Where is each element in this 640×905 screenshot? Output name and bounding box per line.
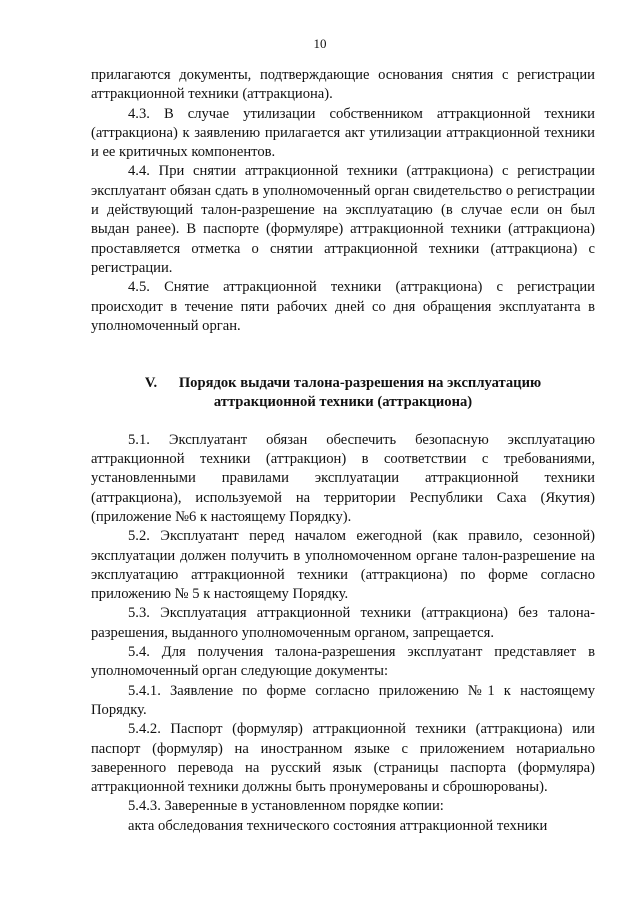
paragraph-5-4: 5.4. Для получения талона-разрешения эксплуатант представляет в уполномоченный орган следующие документы: — [91, 644, 595, 680]
paragraph-4-3: 4.3. В случае утилизации собственником аттракционной техники (аттракциона) к заявлению прилагается акт утилизации аттракционной техники и ее критичных компонентов. — [91, 105, 595, 161]
section-heading — [91, 374, 595, 413]
paragraph-4-5: 4.5. Снятие аттракционной техники (аттракциона) с регистрации происходит в течение пяти рабочих дней со дня обращения эксплуатанта в уполномоченный орган. — [91, 279, 595, 334]
paragraph-5-4-3: 5.4.3. Заверенные в установленном порядке копии: — [128, 798, 444, 815]
paragraph-act: акта обследования технического состояния аттракционной техники — [128, 817, 548, 834]
paragraph-5-4-2: 5.4.2. Паспорт (формуляр) аттракционной техники (аттракциона) или паспорт (формуляр) на иностранном языке с приложением нотариально заверенного перевода на русский язык (страницы паспорта (формуляра) аттракционной техники должны быть пронумерованы и сброшюрованы). — [91, 721, 595, 796]
paragraph-5-3: 5.3. Эксплуатация аттракционной техники (аттракциона) без талона-разрешения, выданного уполномоченным органом, запрещается. — [91, 605, 595, 641]
section-title-line2: аттракционной техники (аттракциона) — [213, 394, 473, 411]
section-number: V. — [144, 375, 158, 392]
paragraph-4-4: 4.4. При снятии аттракционной техники (аттракциона) с регистрации эксплуатант обязан сдать в уполномоченный орган свидетельство о регистрации и действующий талон-разрешение на эксплуатацию (в случае если он был выдан ранее). В паспорте (формуляре) аттракционной техники (аттракциона) проставляется отметка о снятии аттракционной техники (аттракциона) с регистрации. — [91, 163, 595, 276]
paragraph-5-2: 5.2. Эксплуатант перед началом ежегодной (как правило, сезонной) эксплуатации должен получить в уполномоченном органе талон-разрешение на эксплуатацию аттракционной техники (аттракциона) по форме согласно приложению № 5 к настоящему Порядку. — [91, 528, 595, 603]
paragraph-5-1: 5.1. Эксплуатант обязан обеспечить безопасную эксплуатацию аттракционной техники (аттракцион) в соответствии с требованиями, установленными правилами эксплуатации аттракционной техники (аттракциона), используемой на территории Республики Саха (Якутия) (приложение №6 к настоящему Порядку). — [91, 431, 595, 525]
paragraph: прилагаются документы, подтверждающие основания снятия с регистрации аттракционной техники (аттракциона). — [91, 67, 595, 103]
section-title-line1: Порядок выдачи талона-разрешения на эксплуатацию — [178, 375, 542, 392]
paragraph-5-4-1: 5.4.1. Заявление по форме согласно приложению №1 к настоящему Порядку. — [91, 682, 595, 718]
document-body — [91, 66, 595, 836]
paragraphs-after — [91, 431, 595, 836]
page-number: 10 — [313, 36, 327, 51]
paragraphs-before — [91, 66, 595, 336]
